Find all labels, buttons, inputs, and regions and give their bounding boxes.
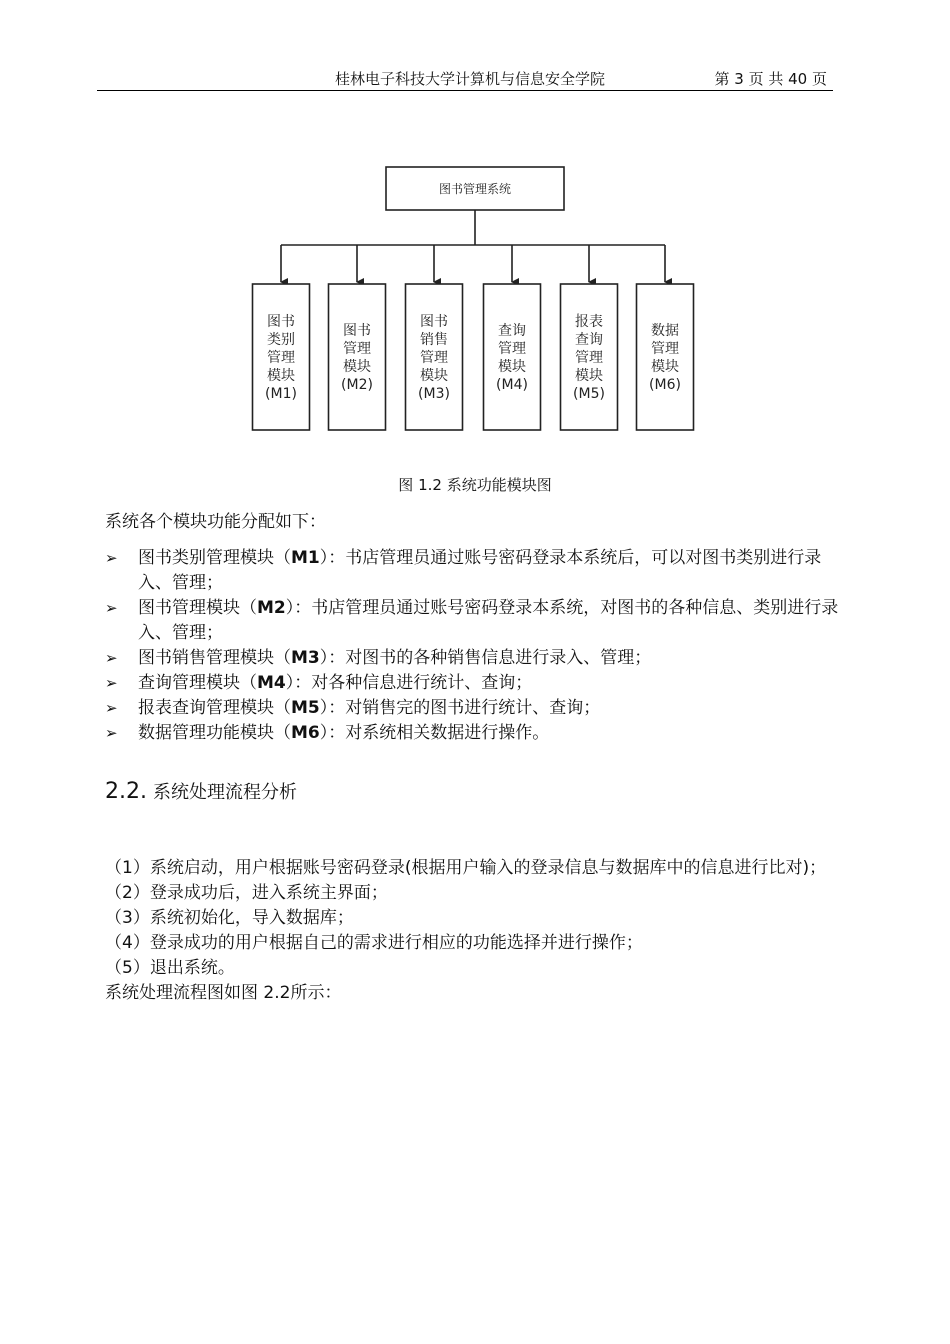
module-label: (M3) xyxy=(418,386,450,402)
module-code: M2 xyxy=(257,598,286,618)
list-item xyxy=(105,646,850,671)
module-label: 管理 xyxy=(651,341,679,357)
module-label: 报表 xyxy=(575,314,603,330)
page-header xyxy=(97,66,833,91)
intro-text: 系统各个模块功能分配如下： xyxy=(105,512,326,532)
module-label: 模块 xyxy=(343,359,371,375)
module-name: 报表查询管理模块（ xyxy=(138,698,291,718)
module-label: (M1) xyxy=(265,386,297,402)
module-label: 类别 xyxy=(267,332,295,348)
list-item xyxy=(105,721,850,746)
module-label: 数据 xyxy=(651,323,679,339)
module-diagram xyxy=(240,160,700,435)
step-item: （1）系统启动，用户根据账号密码登录(根据用户输入的登录信息与数据库中的信息进行比对)； xyxy=(105,858,827,878)
module-label: 图书 xyxy=(343,323,371,339)
header-page-number: 第 3 页 共 40 页 xyxy=(714,70,827,88)
module-name: 图书销售管理模块（ xyxy=(138,648,291,668)
feature-list xyxy=(105,546,850,746)
module-code: M3 xyxy=(291,648,320,668)
module-description: ）：书店管理员通过账号密码登录本系统后，可以对图书类别进行录入、管理； xyxy=(138,548,822,593)
arrow-bullet-icon: ➢ xyxy=(105,724,118,742)
module-label: 模块 xyxy=(575,368,603,384)
module-name: 图书管理模块（ xyxy=(138,598,257,618)
module-box xyxy=(484,284,541,430)
process-steps xyxy=(105,856,845,1006)
arrow-bullet-icon: ➢ xyxy=(105,699,118,717)
module-code: M6 xyxy=(291,723,320,743)
module-label: (M5) xyxy=(573,386,605,402)
arrow-bullet-icon: ➢ xyxy=(105,599,118,617)
module-box xyxy=(637,284,694,430)
section-number: 2.2. xyxy=(105,779,147,804)
step-item: （5）退出系统。 xyxy=(105,958,235,978)
module-label: 管理 xyxy=(420,350,448,366)
module-box xyxy=(329,284,386,430)
module-label: 管理 xyxy=(575,350,603,366)
arrow-bullet-icon: ➢ xyxy=(105,674,118,692)
arrow-bullet-icon: ➢ xyxy=(105,649,118,667)
module-label: 模块 xyxy=(651,359,679,375)
closing-text: 系统处理流程图如图 2.2所示： xyxy=(105,983,342,1003)
module-label: (M4) xyxy=(496,377,528,393)
module-label: 图书 xyxy=(420,314,448,330)
section-title: 系统处理流程分析 xyxy=(152,782,297,803)
module-description: ）：书店管理员通过账号密码登录本系统，对图书的各种信息、类别进行录入、管理； xyxy=(138,598,839,643)
figure-caption: 图 1.2 系统功能模块图 xyxy=(398,476,552,494)
module-label: 模块 xyxy=(267,368,295,384)
step-item: （4）登录成功的用户根据自己的需求进行相应的功能选择并进行操作； xyxy=(105,933,643,953)
module-boxes xyxy=(253,245,694,430)
module-label: 查询 xyxy=(498,323,526,339)
module-label: 管理 xyxy=(343,341,371,357)
root-label: 图书管理系统 xyxy=(438,182,512,196)
module-label: (M2) xyxy=(341,377,373,393)
header-school-name: 桂林电子科技大学计算机与信息安全学院 xyxy=(335,70,606,88)
module-name: 查询管理模块（ xyxy=(138,673,257,693)
module-label: 查询 xyxy=(575,332,603,348)
module-label: 管理 xyxy=(498,341,526,357)
arrow-bullet-icon: ➢ xyxy=(105,549,118,567)
module-label: 模块 xyxy=(498,359,526,375)
module-label: 管理 xyxy=(267,350,295,366)
section-heading xyxy=(105,778,297,804)
list-item xyxy=(105,596,850,646)
module-description: ）：对销售完的图书进行统计、查询； xyxy=(319,698,601,718)
module-name: 数据管理功能模块（ xyxy=(138,723,291,743)
module-label: (M6) xyxy=(649,377,681,393)
module-description: ）：对图书的各种销售信息进行录入、管理； xyxy=(319,648,652,668)
module-code: M5 xyxy=(291,698,320,718)
module-label: 图书 xyxy=(267,314,295,330)
list-item xyxy=(105,671,850,696)
step-item: （3）系统初始化，导入数据库； xyxy=(105,908,354,928)
list-item xyxy=(105,696,850,721)
module-code: M1 xyxy=(291,548,320,568)
module-description: ）：对各种信息进行统计、查询； xyxy=(285,673,533,693)
module-label: 销售 xyxy=(420,332,448,348)
list-item xyxy=(105,546,850,596)
module-name: 图书类别管理模块（ xyxy=(138,548,291,568)
module-label: 模块 xyxy=(420,368,448,384)
module-description: ）：对系统相关数据进行操作。 xyxy=(319,723,550,743)
step-item: （2）登录成功后，进入系统主界面； xyxy=(105,883,388,903)
module-code: M4 xyxy=(257,673,286,693)
